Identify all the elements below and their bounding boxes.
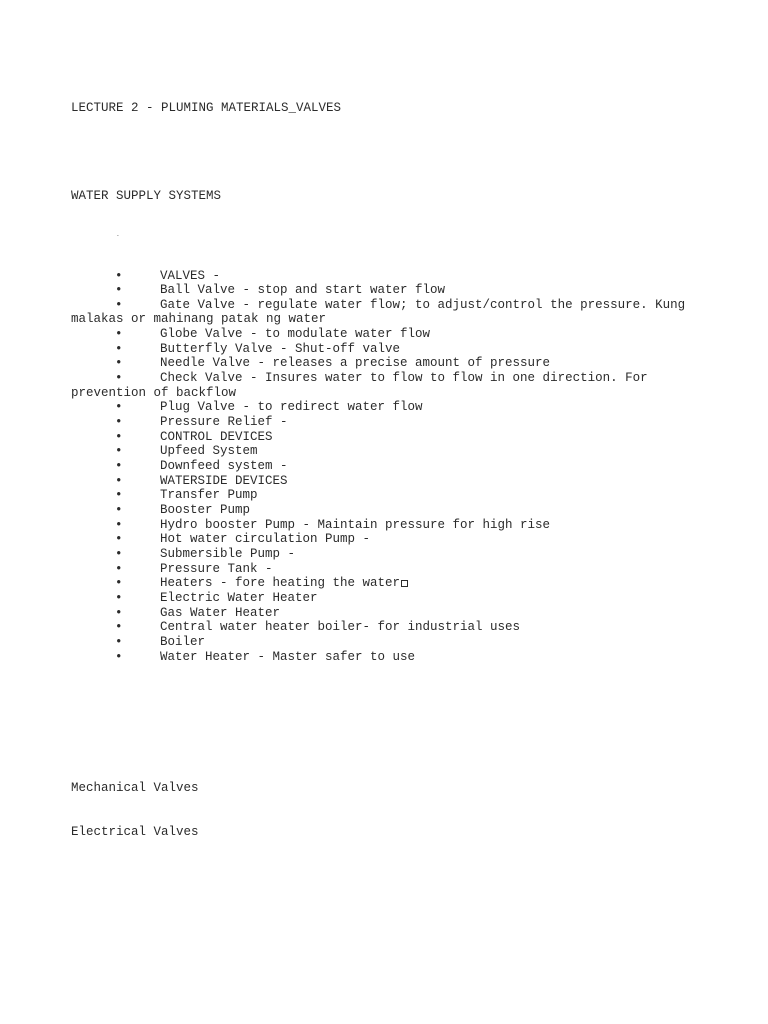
bullet-list: [71, 269, 701, 665]
list-item-label: Booster Pump: [160, 503, 251, 518]
bullet-icon: •: [115, 605, 123, 620]
list-item: [71, 576, 701, 591]
bullet-icon: •: [115, 283, 123, 298]
bullet-icon: •: [115, 356, 123, 371]
list-item-text: [71, 283, 701, 298]
list-item-text: [71, 371, 701, 386]
list-item-text: [71, 562, 701, 577]
list-item-label: Boiler: [160, 634, 206, 649]
bullet-icon: •: [115, 590, 123, 605]
list-item-label: Check Valve - Insures water to flow to flow in one direction. For: [160, 371, 648, 386]
list-item-text: [71, 400, 701, 415]
list-item-text: [71, 488, 701, 503]
list-item: [71, 532, 701, 547]
list-item-text: [71, 298, 701, 313]
bullet-icon: •: [115, 649, 123, 664]
list-item: [71, 547, 701, 562]
list-item: [71, 474, 701, 489]
list-item: [71, 400, 701, 415]
list-item-label: Ball Valve - stop and start water flow: [160, 283, 446, 298]
list-item: [71, 298, 701, 327]
list-item-text: [71, 606, 701, 621]
list-item: [71, 503, 701, 518]
list-item-label: Pressure Tank -: [160, 561, 273, 576]
bullet-icon: •: [115, 546, 123, 561]
list-item-continuation: malakas or mahinang patak ng water: [71, 312, 327, 327]
list-item: [71, 606, 701, 621]
list-item-label: Submersible Pump -: [160, 546, 296, 561]
list-item-label: Gate Valve - regulate water flow; to adjust/control the pressure. Kung: [160, 297, 686, 312]
list-item: [71, 620, 701, 635]
list-item: [71, 415, 701, 430]
document-body: [71, 72, 701, 869]
lecture-title: LECTURE 2 - PLUMING MATERIALS_VALVES: [71, 101, 342, 116]
list-item-text: [71, 576, 701, 591]
list-item-label: Butterfly Valve - Shut-off valve: [160, 341, 401, 356]
list-item-label: Gas Water Heater: [160, 605, 281, 620]
list-item: [71, 269, 701, 284]
bullet-icon: •: [115, 561, 123, 576]
list-item-text: [71, 532, 701, 547]
bullet-icon: •: [115, 268, 123, 283]
list-item-text: [71, 591, 701, 606]
list-item: [71, 635, 701, 650]
bullet-icon: •: [115, 327, 123, 342]
list-item-label: Transfer Pump: [160, 488, 258, 503]
list-item-text: [71, 547, 701, 562]
list-item-text: [71, 635, 701, 650]
list-item: [71, 342, 701, 357]
bullet-icon: •: [115, 429, 123, 444]
footer-line-mechanical: Mechanical Valves: [71, 781, 199, 796]
list-item-continuation: prevention of backflow: [71, 385, 237, 400]
section-heading: WATER SUPPLY SYSTEMS: [71, 189, 222, 204]
bullet-icon: •: [115, 459, 123, 474]
list-item-label: Needle Valve - releases a precise amount of pressure: [160, 356, 551, 371]
bullet-icon: •: [115, 444, 123, 459]
list-item-text: [71, 518, 701, 533]
bullet-icon: •: [115, 415, 123, 430]
list-item-label: Downfeed system -: [160, 459, 288, 474]
list-item-label: Hydro booster Pump - Maintain pressure for high rise: [160, 517, 551, 532]
bullet-icon: •: [115, 517, 123, 532]
blank-line: [71, 738, 701, 753]
list-item-text: [71, 415, 701, 430]
list-item: [71, 430, 701, 445]
list-item: [71, 488, 701, 503]
bullet-icon: •: [115, 341, 123, 356]
list-item-text: [71, 650, 701, 665]
blank-line: [71, 145, 701, 160]
list-item: [71, 591, 701, 606]
list-item: [71, 459, 701, 474]
footer-line-electrical: Electrical Valves: [71, 825, 199, 840]
list-item: [71, 283, 701, 298]
bullet-icon: •: [115, 400, 123, 415]
list-item-label: CONTROL DEVICES: [160, 429, 273, 444]
list-item-label: Electric Water Heater: [160, 590, 318, 605]
bullet-icon: •: [115, 503, 123, 518]
list-item-text: [71, 459, 701, 474]
blank-line: [71, 694, 701, 709]
missing-glyph-box-icon: [401, 580, 408, 587]
list-item-label: Upfeed System: [160, 444, 258, 459]
list-item-text: [71, 342, 701, 357]
list-item-label: Plug Valve - to redirect water flow: [160, 400, 423, 415]
list-item-text: [71, 269, 701, 284]
bullet-icon: •: [115, 473, 123, 488]
list-item-text: [71, 444, 701, 459]
list-item-label: Heaters - fore heating the water: [160, 576, 401, 591]
stray-mark: -: [116, 232, 120, 240]
bullet-icon: •: [115, 620, 123, 635]
list-item: [71, 518, 701, 533]
list-item: [71, 356, 701, 371]
list-item-text: [71, 620, 701, 635]
list-item: [71, 562, 701, 577]
list-item-label: Hot water circulation Pump -: [160, 532, 371, 547]
list-item-label: WATERSIDE DEVICES: [160, 473, 288, 488]
list-item: [71, 650, 701, 665]
list-item-label: VALVES -: [160, 268, 221, 283]
list-item: [71, 327, 701, 342]
list-item-label: Water Heater - Master safer to use: [160, 649, 416, 664]
list-item-text: [71, 327, 701, 342]
list-item-text: [71, 503, 701, 518]
list-item-label: Central water heater boiler- for industrial uses: [160, 620, 521, 635]
list-item-label: Pressure Relief -: [160, 415, 288, 430]
bullet-icon: •: [115, 297, 123, 312]
list-item-text: [71, 430, 701, 445]
list-item: [71, 371, 701, 400]
list-item: [71, 444, 701, 459]
bullet-icon: •: [115, 488, 123, 503]
bullet-icon: •: [115, 634, 123, 649]
bullet-icon: •: [115, 371, 123, 386]
bullet-icon: •: [115, 576, 123, 591]
bullet-icon: •: [115, 532, 123, 547]
list-item-text: [71, 356, 701, 371]
list-item-label: Globe Valve - to modulate water flow: [160, 327, 431, 342]
list-item-text: [71, 474, 701, 489]
